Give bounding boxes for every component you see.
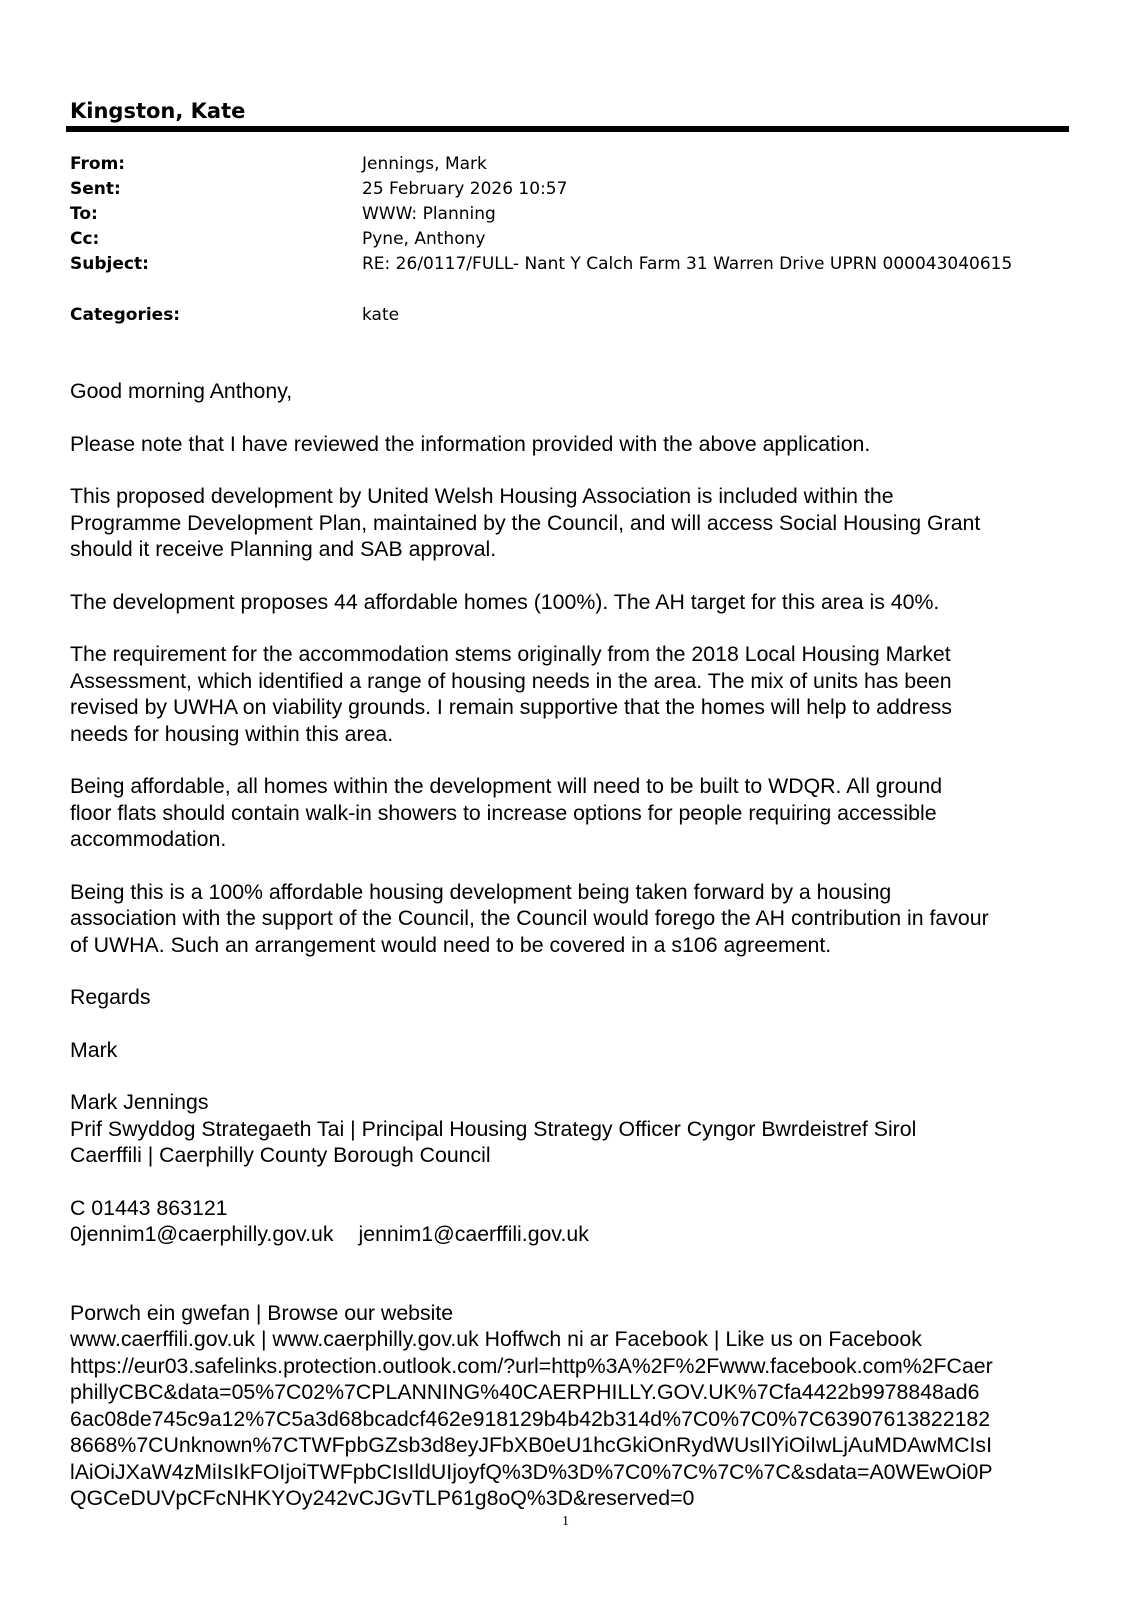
signoff: Mark [70, 1037, 118, 1062]
from-value: Jennings, Mark [362, 154, 487, 174]
header-label: From: [70, 154, 126, 174]
paragraph-line: association with the support of the Council, the Council would forego the AH contribution in favour [70, 906, 989, 930]
document-title: Kingston, Kate [70, 99, 246, 123]
safelink-url[interactable]: lAiOiJXaW4zMiIsIkFOIjoiTWFpbCIsIldUIjoyfQ%3D%3D%7C0%7C%7C%7C&sdata=A0WEwOi0P [70, 1459, 993, 1484]
subject-value: RE: 26/0117/FULL- Nant Y Calch Farm 31 Warren Drive UPRN 000043040615 [362, 254, 1013, 274]
cc-value: Pyne, Anthony [362, 229, 486, 249]
email-header [70, 152, 1080, 328]
signature-block [70, 1089, 1070, 1169]
to-value: WWW: Planning [362, 204, 496, 224]
signature-title: Caerffili | Caerphilly County Borough Council [70, 1143, 491, 1167]
paragraph [70, 641, 1070, 747]
email-body [70, 378, 1070, 1512]
paragraph-line: Being this is a 100% affordable housing development being taken forward by a housing [70, 879, 892, 904]
signature-email-secondary[interactable]: jennim1@caerffili.gov.uk [358, 1222, 589, 1246]
header-label: Categories: [70, 305, 181, 325]
safelink-url[interactable]: 8668%7CUnknown%7CTWFpbGZsb3d8eyJFbXB0eU1hcGkiOnRydWUsIlYiOiIwLjAuMDAwMCIsI [70, 1433, 992, 1457]
header-row-to [70, 202, 1080, 227]
greeting: Good morning Anthony, [70, 379, 293, 403]
paragraph-line: Being affordable, all homes within the development will need to be built to WDQR. All ground [70, 774, 943, 798]
signature-name: Mark Jennings [70, 1090, 209, 1114]
header-row-cc [70, 227, 1080, 252]
header-row-from [70, 152, 1080, 177]
safelink-url[interactable]: QGCeDUVpCFcNHKYOy242vCJGvTLP61g8oQ%3D&reserved=0 [70, 1486, 695, 1510]
header-label: To: [70, 204, 98, 224]
closing: Regards [70, 985, 151, 1009]
paragraph [70, 589, 1070, 616]
paragraph [70, 483, 1070, 563]
paragraph-line: Programme Development Plan, maintained by the Council, and will access Social Housing Grant [70, 510, 981, 535]
signature-title: Prif Swyddog Strategaeth Tai | Principal Housing Strategy Officer Cyngor Bwrdeistref Sirol [70, 1116, 917, 1141]
header-label: Cc: [70, 229, 100, 249]
paragraph-line: floor flats should contain walk-in showers to increase options for people requiring accessible [70, 800, 937, 825]
paragraph-line: Please note that I have reviewed the information provided with the above application. [70, 431, 871, 456]
paragraph-line: This proposed development by United Welsh Housing Association is included within the [70, 484, 894, 508]
header-label: Subject: [70, 254, 149, 274]
contact-block [70, 1195, 1070, 1248]
paragraph [70, 879, 1070, 959]
page-number: 1 [562, 1514, 569, 1529]
signature-phone: C 01443 863121 [70, 1195, 228, 1220]
paragraph [70, 431, 1070, 458]
paragraph-line: The development proposes 44 affordable homes (100%). The AH target for this area is 40%. [70, 589, 940, 614]
sent-value: 25 February 2026 10:57 [362, 179, 568, 199]
signature-email-primary[interactable]: 0jennim1@caerphilly.gov.uk [70, 1222, 334, 1246]
safelink-url[interactable]: phillyCBC&data=05%7C02%7CPLANNING%40CAERPHILLY.GOV.UK%7Cfa4422b9978848ad6 [70, 1380, 980, 1404]
paragraph-line: revised by UWHA on viability grounds. I remain supportive that the homes will help to address [70, 695, 952, 719]
paragraph-line: Assessment, which identified a range of housing needs in the area. The mix of units has been [70, 668, 952, 693]
website-links[interactable]: www.caerffili.gov.uk | www.caerphilly.gov.uk Hoffwch ni ar Facebook | Like us on Facebook [70, 1327, 922, 1351]
safelink-url[interactable]: 6ac08de745c9a12%7C5a3d68bcadcf462e918129b4b42b314d%7C0%7C0%7C63907613822182 [70, 1406, 991, 1431]
paragraph-line: accommodation. [70, 827, 227, 851]
header-label: Sent: [70, 179, 121, 199]
header-row-subject [70, 252, 1080, 277]
safelink-url[interactable]: https://eur03.safelinks.protection.outlook.com/?url=http%3A%2F%2Fwww.facebook.com%2FCaer [70, 1353, 993, 1378]
header-row-sent [70, 177, 1080, 202]
paragraph-line: needs for housing within this area. [70, 721, 394, 746]
paragraph-line: The requirement for the accommodation stems originally from the 2018 Local Housing Market [70, 642, 951, 666]
header-row-categories [70, 303, 1080, 328]
title-divider [66, 126, 1069, 132]
footer-block [70, 1300, 1070, 1512]
paragraph-line: of UWHA. Such an arrangement would need to be covered in a s106 agreement. [70, 932, 832, 957]
paragraph-line: should it receive Planning and SAB approval. [70, 537, 497, 561]
browse-website-text: Porwch ein gwefan | Browse our website [70, 1300, 454, 1325]
paragraph [70, 773, 1070, 853]
categories-value: kate [362, 305, 400, 325]
